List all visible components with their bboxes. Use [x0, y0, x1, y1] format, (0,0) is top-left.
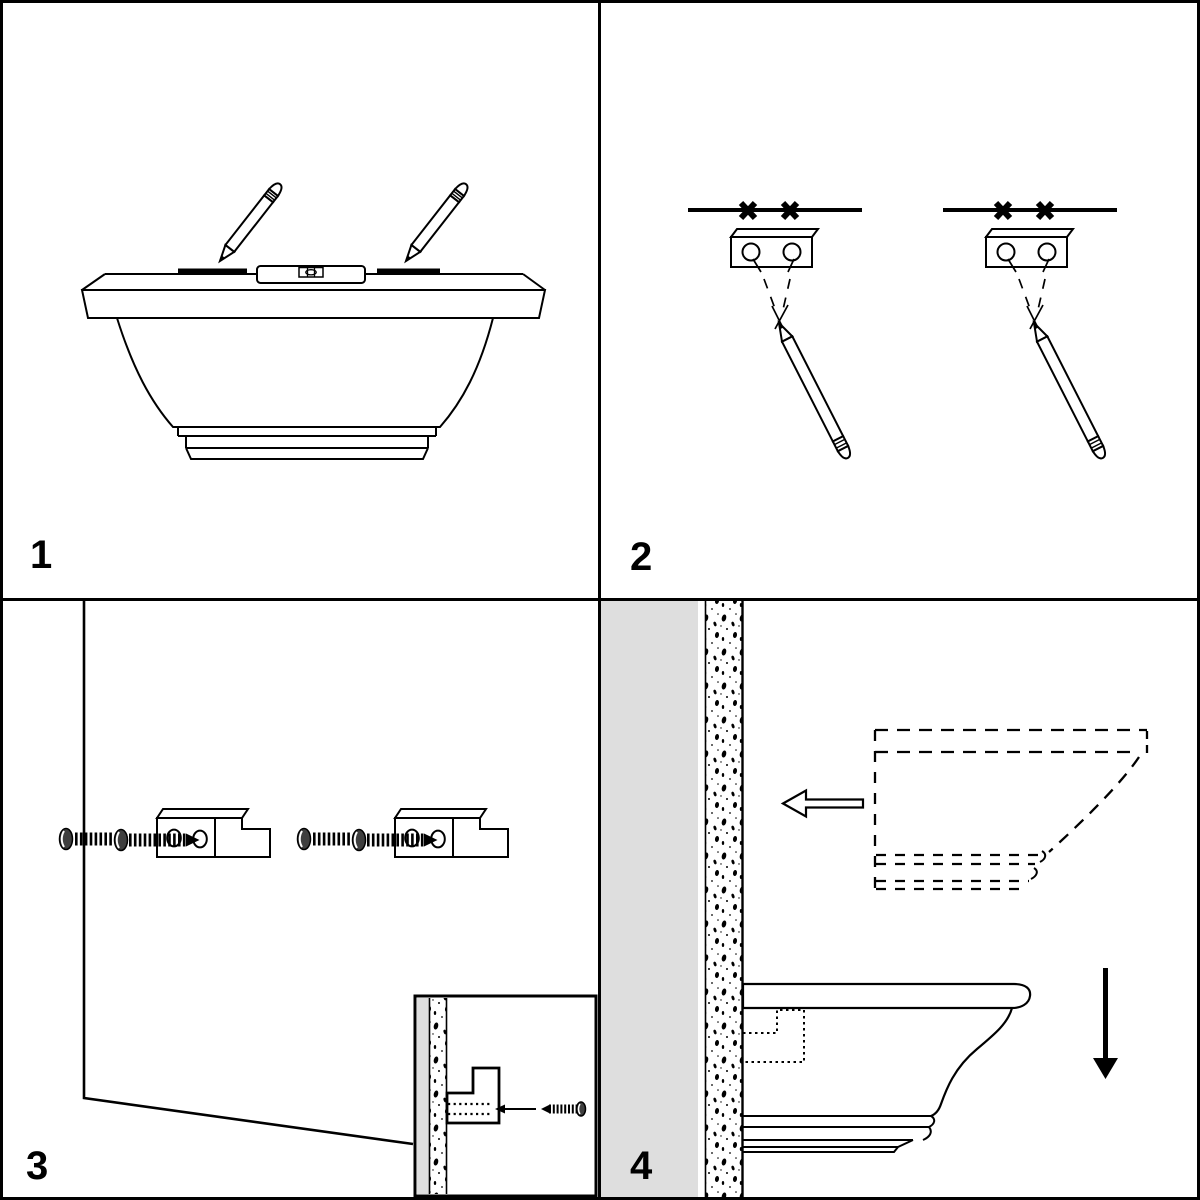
- wall-cross-section-inset: [415, 996, 596, 1196]
- hidden-bracket-slot-dotted: [743, 1010, 804, 1062]
- panel-1-mark-level-line: [0, 0, 600, 600]
- mark-holes-group-left: [688, 203, 862, 461]
- step-4-number: 4: [630, 1144, 653, 1188]
- shelf-profile-dashed: [875, 730, 1147, 889]
- step-3-number: 3: [26, 1144, 49, 1188]
- panel-3-attach-brackets: [0, 600, 600, 1200]
- shelf-profile-installed: [743, 984, 1030, 1152]
- pencil-mark-line-right: [377, 269, 440, 274]
- step-1-number: 1: [30, 533, 53, 577]
- step-2-number: 2: [630, 535, 653, 579]
- slide-down-arrow: [1093, 968, 1118, 1079]
- wall-edge-outline: [84, 600, 413, 1144]
- pencil-icon: [402, 181, 471, 265]
- wall-interior-band: [601, 600, 698, 1197]
- crown-shelf-front-view: [82, 274, 545, 459]
- pencil-icon: [216, 181, 285, 265]
- panel-4-mount-shelf: [600, 600, 1200, 1200]
- drywall-speckle-band: [430, 998, 446, 1194]
- spirit-level: [257, 266, 365, 283]
- screw-bracket-assembly-right: [298, 809, 509, 857]
- drywall-speckle-band: [706, 600, 742, 1197]
- mark-holes-group-right: [943, 203, 1117, 461]
- panel-divider-horizontal: [0, 598, 1200, 601]
- screw-bracket-assembly-left: [60, 809, 271, 857]
- slide-left-arrow: [783, 791, 863, 817]
- panel-2-mark-screw-holes: [600, 0, 1200, 600]
- pencil-mark-line-left: [178, 269, 247, 274]
